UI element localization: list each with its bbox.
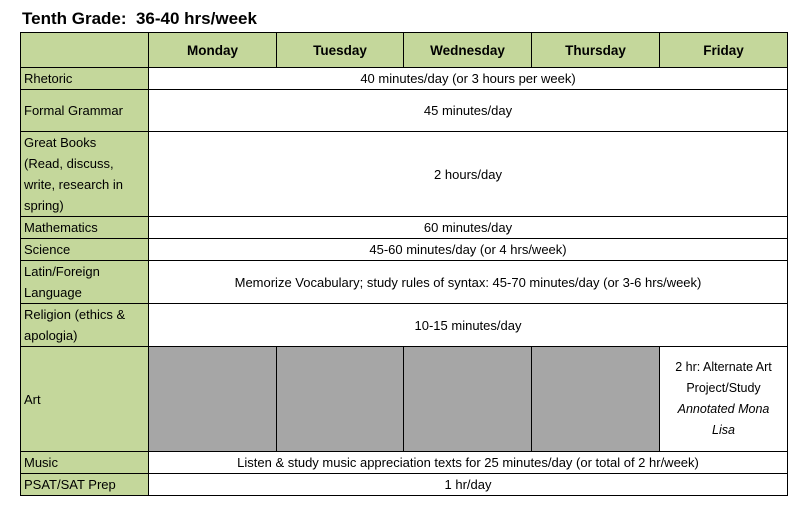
- subject-label: Latin/Foreign Language: [21, 261, 149, 304]
- page-title: Tenth Grade: 36-40 hrs/week: [22, 9, 257, 28]
- table-row: [21, 347, 788, 452]
- table-row: [21, 239, 788, 261]
- table-row: [21, 261, 788, 304]
- subject-label: Art: [21, 347, 149, 452]
- subject-label: Music: [21, 452, 149, 474]
- time-cell: 60 minutes/day: [149, 217, 788, 239]
- blocked-cell-thursday: [532, 347, 660, 452]
- subject-label: Rhetoric: [21, 68, 149, 90]
- schedule-table: [20, 32, 788, 496]
- table-row: [21, 474, 788, 496]
- time-cell: 45 minutes/day: [149, 90, 788, 132]
- table-row: [21, 217, 788, 239]
- art-friday-cell: 2 hr: Alternate Art Project/Study Annotated Mona Lisa: [660, 347, 788, 452]
- day-header-tuesday: Tuesday: [277, 33, 404, 68]
- corner-cell: [21, 33, 149, 68]
- table-row: [21, 68, 788, 90]
- table-row: [21, 132, 788, 217]
- day-header-monday: Monday: [149, 33, 277, 68]
- subject-label: Science: [21, 239, 149, 261]
- time-cell: 2 hours/day: [149, 132, 788, 217]
- time-cell: Memorize Vocabulary; study rules of syntax: 45-70 minutes/day (or 3-6 hrs/week): [149, 261, 788, 304]
- subject-label: Great Books (Read, discuss, write, research in spring): [21, 132, 149, 217]
- subject-label: PSAT/SAT Prep: [21, 474, 149, 496]
- day-header-friday: Friday: [660, 33, 788, 68]
- time-cell: 40 minutes/day (or 3 hours per week): [149, 68, 788, 90]
- time-cell: 10-15 minutes/day: [149, 304, 788, 347]
- day-header-wednesday: Wednesday: [404, 33, 532, 68]
- blocked-cell-tuesday: [277, 347, 404, 452]
- day-header-thursday: Thursday: [532, 33, 660, 68]
- table-row: [21, 304, 788, 347]
- header-row: [21, 33, 788, 68]
- table-row: [21, 90, 788, 132]
- subject-label: Formal Grammar: [21, 90, 149, 132]
- time-cell: 1 hr/day: [149, 474, 788, 496]
- subject-label: Mathematics: [21, 217, 149, 239]
- table-row: [21, 452, 788, 474]
- blocked-cell-wednesday: [404, 347, 532, 452]
- time-cell: 45-60 minutes/day (or 4 hrs/week): [149, 239, 788, 261]
- time-cell: Listen & study music appreciation texts for 25 minutes/day (or total of 2 hr/week): [149, 452, 788, 474]
- subject-label: Religion (ethics & apologia): [21, 304, 149, 347]
- blocked-cell-monday: [149, 347, 277, 452]
